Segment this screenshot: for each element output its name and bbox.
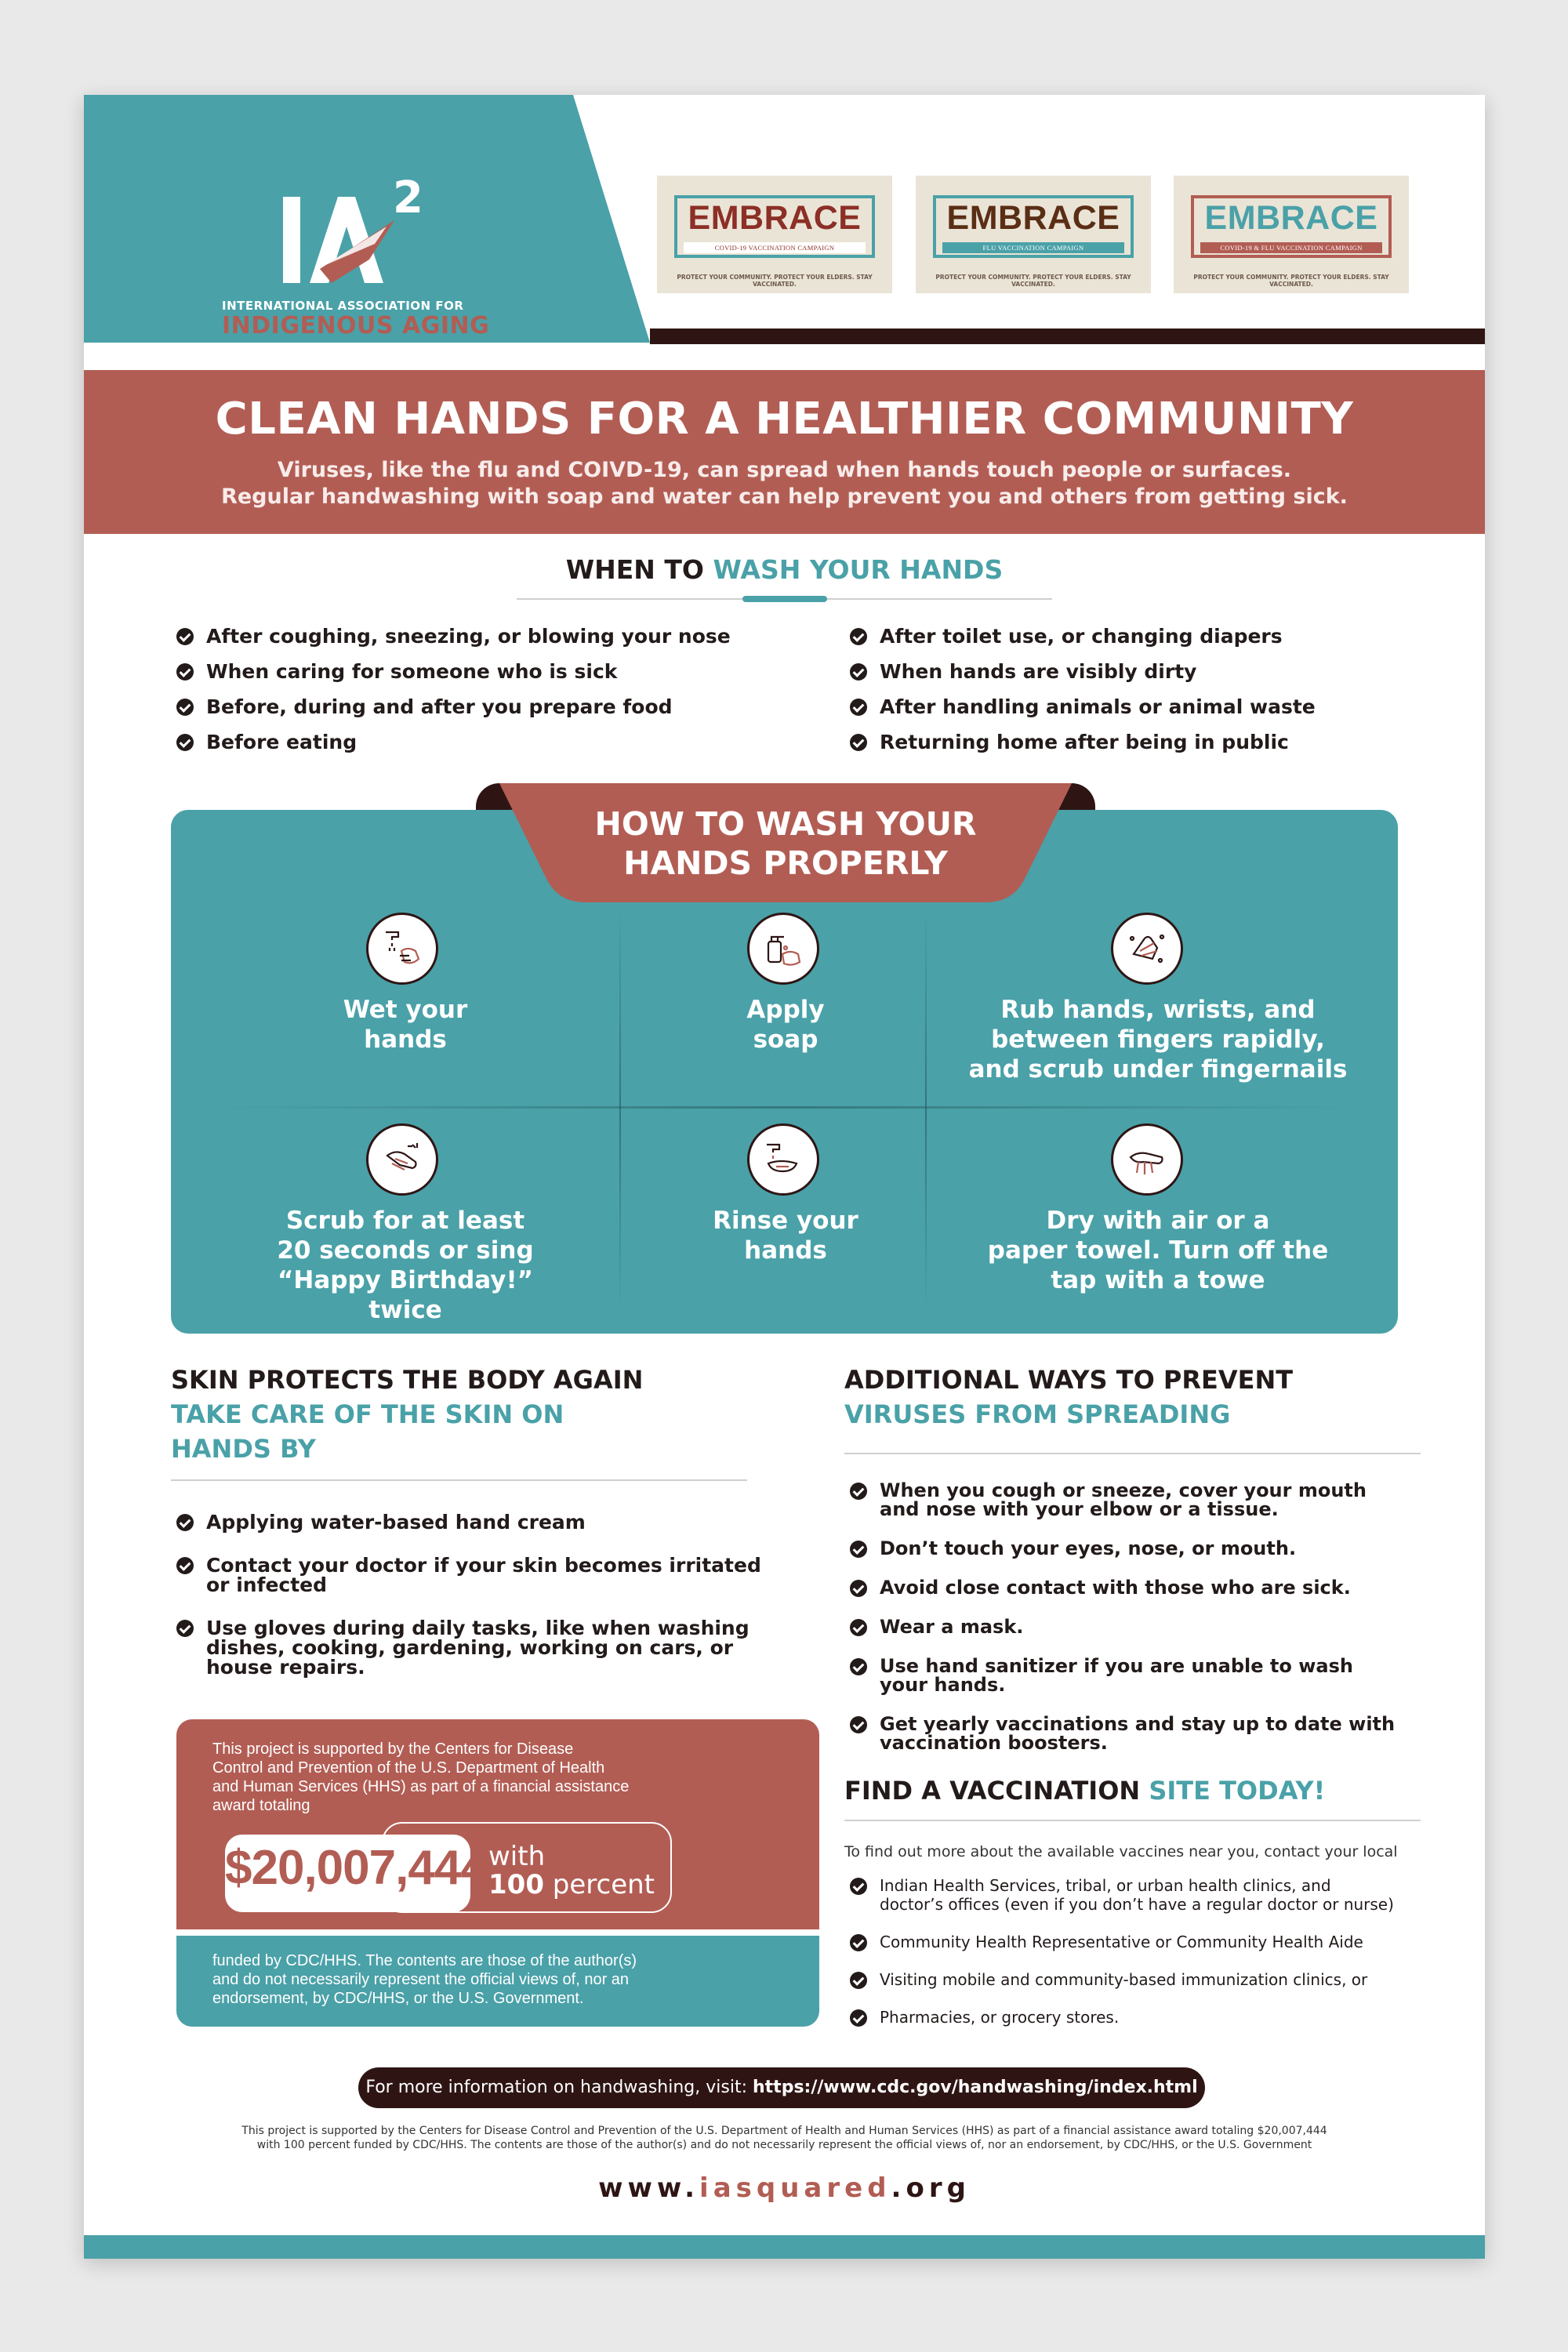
campaign-logo-covid — [657, 176, 892, 293]
campaign-word: EMBRACE — [946, 199, 1120, 237]
check-icon — [850, 1658, 867, 1675]
more-info-label: For more information on handwashing, visit: — [365, 2078, 753, 2097]
skin-heading-dark: SKIN PROTECTS THE BODY AGAIN — [171, 1365, 644, 1395]
funding-percent: 100 percent — [488, 1869, 655, 1900]
when-heading-teal: WASH YOUR HANDS — [713, 554, 1004, 585]
list-item: Use gloves during daily tasks, like when washing dishes, cooking, gardening, working on cars, or house repairs. — [176, 1618, 772, 1677]
logo-line2: INDIGENOUS AGING — [222, 312, 490, 339]
list-item: Before eating — [176, 732, 804, 752]
check-icon — [850, 1541, 867, 1558]
rinse-hands-icon — [747, 1123, 819, 1196]
when-list-left — [176, 626, 804, 752]
list-item: Wear a mask. — [850, 1617, 1430, 1636]
how-title-tab — [499, 783, 1072, 902]
campaign-subtitle: COVID-19 VACCINATION CAMPAIGN — [684, 242, 866, 253]
fine-print: This project is supported by the Centers for Disease Control and Prevention of the U.S. Department of Health and Human Services (HHS) as part of a financial assistance award totaling $20,007,444 with 100 percent funded by CDC/HHS. The contents are those of the author(s) and do not necessarily represent the official views of, nor an endorsement, by CDC/HHS, or the U.S. Government — [241, 2125, 1327, 2151]
step-label-scrub: Scrub for at least 20 seconds or sing “Happy Birthday!” twice — [277, 1207, 534, 1324]
campaign-subtitle: COVID-19 & FLU VACCINATION CAMPAIGN — [1200, 242, 1382, 253]
list-item: When caring for someone who is sick — [176, 662, 804, 681]
soap-dispenser-icon — [747, 913, 819, 985]
when-heading-dark: WHEN TO — [565, 554, 704, 585]
more-info-link[interactable]: https://www.cdc.gov/handwashing/index.html — [753, 2078, 1198, 2097]
list-item: Indian Health Services, tribal, or urban health clinics, and doctor’s offices (even if you don’t have a regular doctor or nurse) — [850, 1876, 1446, 1914]
list-item: After handling animals or animal waste — [850, 697, 1446, 717]
check-icon — [850, 663, 867, 681]
funding-box — [176, 1719, 819, 2027]
prevent-divider — [844, 1453, 1421, 1454]
check-icon — [850, 1619, 867, 1636]
vaccination-list — [850, 1876, 1446, 2027]
list-item: Applying water-based hand cream — [176, 1512, 772, 1532]
list-item: Contact your doctor if your skin becomes irritated or infected — [176, 1555, 772, 1595]
site-url[interactable]: www.iasquared.org — [598, 2172, 971, 2204]
list-item: Don’t touch your eyes, nose, or mouth. — [850, 1539, 1430, 1558]
check-icon — [176, 699, 194, 716]
faucet-hands-icon — [366, 913, 438, 985]
check-icon — [850, 628, 867, 645]
step-label-wet: Wet your hands — [343, 996, 468, 1054]
check-icon — [850, 2009, 867, 2027]
check-icon — [176, 663, 194, 681]
banner-subtitle-line2: Regular handwashing with soap and water can help prevent you and others from getting sick. — [221, 485, 1348, 509]
campaign-word: EMBRACE — [1204, 199, 1378, 237]
campaign-logo-covid-flu — [1174, 176, 1409, 293]
check-icon — [850, 1580, 867, 1597]
header-dark-bar — [650, 328, 1485, 344]
list-item: After coughing, sneezing, or blowing your nose — [176, 626, 804, 646]
rubbing-hands-icon — [1111, 913, 1183, 985]
campaign-word: EMBRACE — [688, 199, 862, 237]
campaign-tagline: PROTECT YOUR COMMUNITY. PROTECT YOUR ELDERS. STAY VACCINATED. — [935, 274, 1131, 288]
funding-with: with — [488, 1841, 546, 1872]
check-icon — [176, 628, 194, 645]
skin-divider — [171, 1479, 747, 1481]
list-item: When you cough or sneeze, cover your mouth and nose with your elbow or a tissue. — [850, 1481, 1430, 1519]
ia2-logo-icon — [277, 165, 426, 291]
step-label-soap: Apply soap — [746, 996, 825, 1054]
list-item: After toilet use, or changing diapers — [850, 626, 1446, 646]
skin-list — [176, 1512, 772, 1677]
logo-superscript: 2 — [393, 172, 423, 223]
prevent-list — [850, 1481, 1430, 1752]
how-title-line2: HANDS PROPERLY — [623, 844, 948, 882]
scrubbing-hands-icon — [366, 1123, 438, 1196]
list-item: When hands are visibly dirty — [850, 662, 1446, 681]
step-label-rinse: Rinse your hands — [713, 1207, 858, 1265]
check-icon — [850, 1972, 867, 1989]
funding-text: This project is supported by the Centers for Disease Control and Prevention of the U.S. Department of Health and Human Services (HHS) as part of a financial assistance award totaling — [212, 1740, 630, 1814]
list-item: Community Health Representative or Community Health Aide — [850, 1933, 1446, 1951]
logo-line1: INTERNATIONAL ASSOCIATION FOR — [222, 299, 464, 313]
grid-divider — [619, 910, 621, 1310]
step-label-rub: Rub hands, wrists, and between fingers rapidly, and scrub under fingernails — [968, 996, 1348, 1083]
list-item: Pharmacies, or grocery stores. — [850, 2008, 1446, 2027]
grid-divider — [225, 1106, 1346, 1109]
page-title: CLEAN HANDS FOR A HEALTHIER COMMUNITY — [215, 394, 1354, 445]
how-title-line1: HOW TO WASH YOUR — [594, 805, 977, 843]
check-icon — [850, 734, 867, 751]
when-heading — [84, 554, 1485, 585]
list-item: Get yearly vaccinations and stay up to date with vaccination boosters. — [850, 1715, 1430, 1752]
bottom-teal-bar — [84, 2235, 1485, 2259]
campaign-logo-flu — [916, 176, 1151, 293]
vaccination-divider — [844, 1820, 1421, 1821]
vaccination-intro: To find out more about the available vaccines near you, contact your local — [844, 1843, 1398, 1860]
skin-heading-teal1: TAKE CARE OF THE SKIN ON — [171, 1399, 564, 1429]
poster — [84, 95, 1485, 2259]
vaccination-heading: FIND A VACCINATION SITE TODAY! — [844, 1776, 1326, 1806]
check-icon — [850, 1716, 867, 1733]
check-icon — [176, 1514, 194, 1531]
check-icon — [850, 699, 867, 716]
funding-disclaimer: funded by CDC/HHS. The contents are those of the author(s) and do not necessarily represent the official views of, nor an endorsement, by CDC/HHS, or the U.S. Government. — [212, 1952, 637, 2007]
funding-separator — [176, 1929, 819, 1936]
step-label-dry: Dry with air or a paper towel. Turn off the tap with a towe — [987, 1207, 1329, 1294]
list-item: Avoid close contact with those who are sick. — [850, 1578, 1430, 1597]
prevent-heading-dark: ADDITIONAL WAYS TO PREVENT — [844, 1365, 1294, 1395]
campaign-tagline: PROTECT YOUR COMMUNITY. PROTECT YOUR ELDERS. STAY VACCINATED. — [1193, 274, 1389, 288]
list-item: Visiting mobile and community-based immunization clinics, or — [850, 1970, 1446, 1989]
campaign-tagline: PROTECT YOUR COMMUNITY. PROTECT YOUR ELDERS. STAY VACCINATED. — [677, 274, 873, 288]
towel-dry-icon — [1111, 1123, 1183, 1196]
grid-divider — [925, 910, 927, 1310]
banner-subtitle-line1: Viruses, like the flu and COIVD-19, can spread when hands touch people or surfaces. — [277, 458, 1292, 482]
when-list-right — [850, 626, 1446, 752]
list-item: Returning home after being in public — [850, 732, 1446, 752]
list-item: Before, during and after you prepare food — [176, 697, 804, 717]
title-banner — [84, 370, 1485, 534]
check-icon — [176, 1620, 194, 1637]
check-icon — [850, 1878, 867, 1895]
funding-amount: $20,007,444 — [225, 1841, 487, 1895]
prevent-heading-teal: VIRUSES FROM SPREADING — [844, 1399, 1231, 1429]
check-icon — [176, 1557, 194, 1574]
when-accent — [742, 596, 827, 602]
list-item: Use hand sanitizer if you are unable to wash your hands. — [850, 1657, 1430, 1694]
skin-heading-teal2: HANDS BY — [171, 1434, 316, 1464]
campaign-subtitle: FLU VACCINATION CAMPAIGN — [942, 242, 1124, 253]
check-icon — [176, 734, 194, 751]
more-info-bar — [358, 2067, 1205, 2108]
check-icon — [850, 1483, 867, 1500]
check-icon — [850, 1934, 867, 1951]
